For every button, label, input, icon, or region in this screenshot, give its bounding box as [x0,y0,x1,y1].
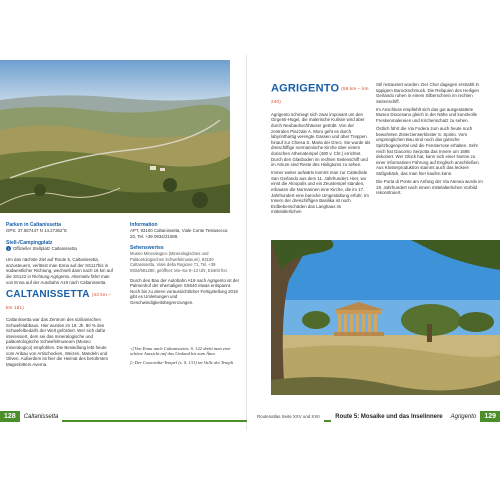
sights-text: Museo Mineralogico (Mineralogisches und Paläontologisches Schwefelmuseum), 93100 Caltanissetta, Viale della Regione 71, Tel. +39 0934/591280, geöffnet: Mo–Sa 9–13 Uhr, Eintritt frei. [130,251,228,273]
info-line-2: 20, Tel. +39 0934/21089. [130,233,179,239]
info-line-1: APT, 93100 Caltanissetta, Viale Conte Testasecca [130,228,228,233]
page-number-right: 129 [480,411,500,422]
right-column-b [376,82,486,198]
caltanissetta-heading: CALTANISSETTA (43 km – km 181) [6,288,112,310]
agrigento-para-6: Die Porta di Ponte am Anfang der Via Atenea wurde im 19. Jahrhundert nach einem mittelalterlichen Vorbild rekonstruiert. [376,179,483,196]
left-footer [0,411,247,422]
agrigento-heading: AGRIGENTO (59 km – km 240) [271,82,369,105]
running-head-left: Caltanissetta [23,413,59,420]
right-footer [253,411,500,422]
landscape-photo [0,60,230,213]
caltanissetta-text: Caltanissetta war das Zentrum des sizilianischen Schwefelabbaus. Hier wurden im 19. Jh. 80 % des Schwefelbedarfs der Welt gefördert. Wer sich dafür interessiert, dem sei das mineralogische und paläontologische Schwefelmuseum (Museo mineralogico) empfohlen. Die Besiedlung lebt heute vom Anbau von Artischocken, Weizen, Mandeln und Oliven. Außerdem ist hier die Heimat des berühmten Magenbitters Averna. [6,316,109,367]
caption-2: ▷ Der Concordia-Tempel (s. S. 131) im Valle dei Templi [130,359,234,365]
agrigento-para-5: Östlich führt die Via Fodera zum auch heute noch bewohnten Zisterzienserkloster S. Spirito. Vom ursprünglichen Bau sind noch das gotische Spitzbogenportal und die Fensterrose erhalten. Sehr reich hat Giacomo Serpotta das Innere um 1695 dekoriert. Wer Glück hat, kann sich einer Nonne zu einer informativen Führung auf Englisch anschließen. Aus Klosterproduktion stammt auch das leckere Süßgebäck, das man hier kaufen kann. [376,126,480,176]
parking-title: Parken in Caltanissetta [6,222,62,228]
intro-paragraph: Um das nächste Ziel auf Route 5, Caltanissetta, anzusteuern, verlässt man Enna auf der SS117bis in südwestlicher Richtung, wechselt dann nach 16 km auf die SS122 in Richtung Agrigento. Alternativ fährt man von Enna auf der Autobahn A19 nach Caltanissetta. [6,257,113,285]
caption-1: ◁ Von Enna nach Caltanissetta: S. 122 dreht man eine schöne Aussicht auf das Umland bis zum Ätna [130,345,231,357]
footer-strip-left [62,420,247,422]
parking-gps: GPS: 37.567447 N 14.27362°E [6,228,68,233]
campsite-title: Stell-/Campingplatz [6,239,53,246]
route-title: Route 5: Mosaike und das Inselinnere [335,413,443,420]
right-column-a [271,80,371,218]
left-column-b [130,219,240,365]
campsite-item: i Offizieller Stellplatz Caltanissetta [6,246,114,252]
atlas-reference: Routenatlas Seite XXV und XXII [257,414,320,419]
page-number-left: 128 [0,411,20,422]
page-gutter [246,55,247,430]
left-column-a [6,219,114,370]
running-head-right: Agrigento [450,413,477,420]
agrigento-para-3: Stil restauriert worden. Der Chor dagegen erstrahlt in üppigem Barockschmuck. Die Reliquien des Heiligen Gerlando ruhen in einem Silberschrein im rechten Seitenschiff. [376,82,479,104]
agrigento-para-1: Agrigento schmiegt sich zwar imposant um den Girgenti-Hügel, die malerische Kulisse wird aber durch Neubauhochhäuser getrübt. Von der zentralen Piazzale A. Moro geht es durch labyrinthartig verengte Gassen und über Treppen hinauf zur Chiesa S. Maria dei Greci. Sie wurde als dreischiffige normannische Kirche über einem dorischen Athenatempel (480 v. Chr.) errichtet. Durch den Glasboden im rechten Seitenschiff und im Atrium sind Reste des Heiligtums zu sehen. [271,111,371,168]
captions [130,346,240,366]
info-circle-icon: i [6,246,11,251]
autobahn-paragraph: Durch den Bau der Autobahn A19 nach Agrigento ist der Palmenhof der ehemaligen SS640 etwas entspannt. Noch bis zu deren voraussichtlicher Fertigstellung 2019 gibt es Umleitungen und Geschwindigkeitsbegrenzungen. [130,277,240,305]
temple-photo [271,240,500,395]
sights-title: Sehenswertes [130,245,164,252]
footer-strip-right [324,420,332,422]
info-title: Information [130,222,158,228]
agrigento-para-2: Immer weiter aufwärts kommt man zur Cattedrale San Gerlando aus dem 11. Jahrhundert. Hier, wo einst die Akropolis und ein Zeustempel standen, erbauten die Normannen eine Kirche, die im 17. Jahrhundert eine barocke Umgestaltung erfuhr. Im Innern der dreischiffigen Basilika ist noch Erdbebenschäden das Langhaus im mittelalterlichen [271,170,369,215]
agrigento-para-4: Im Anschluss empfiehlt sich das gut ausgestattete Museo Diocesano gleich in der Nähe und kunstvolle Freskenmalereien und Kirchenschatz zu sehen. [376,106,478,124]
